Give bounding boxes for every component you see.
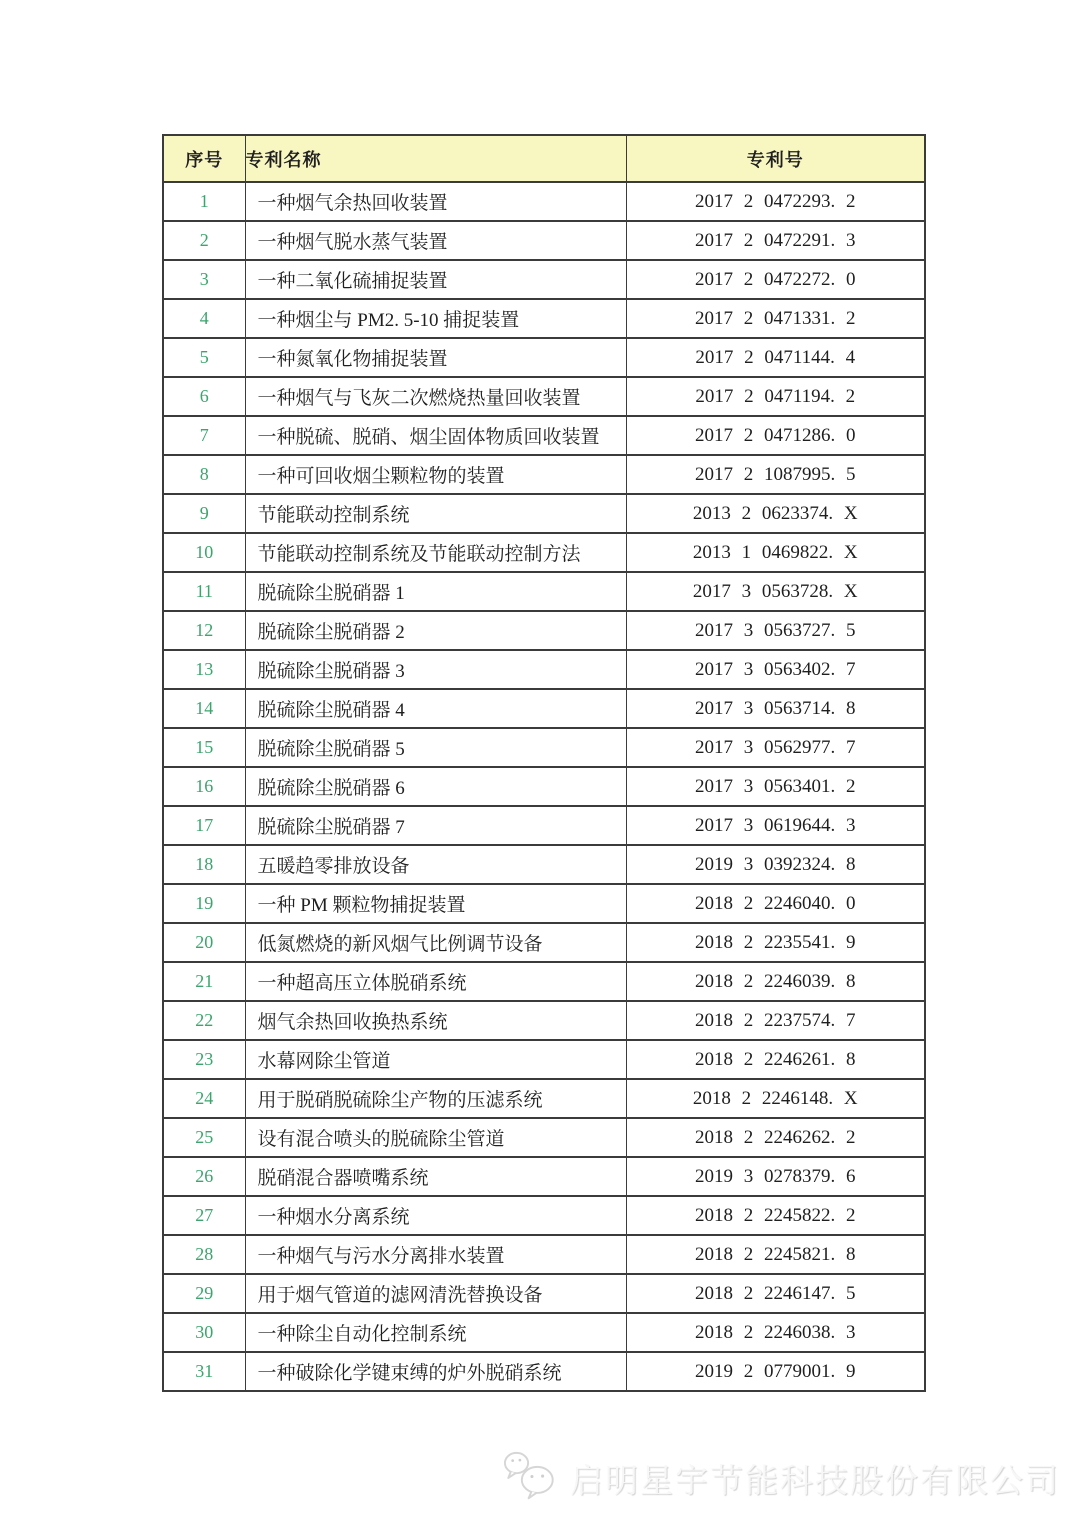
table-row: [163, 182, 925, 221]
table-row: [163, 1040, 925, 1079]
table-row: [163, 1235, 925, 1274]
row-serial-number: 1: [163, 182, 245, 221]
row-patent-name: 一种氮氧化物捕捉装置: [245, 338, 626, 377]
header-row: [163, 135, 925, 182]
row-patent-name: 节能联动控制系统: [245, 494, 626, 533]
table-row: [163, 1001, 925, 1040]
row-patent-name: 五暖趋零排放设备: [245, 845, 626, 884]
row-patent-number: 2018 2 2237574. 7: [626, 1001, 925, 1040]
row-serial-number: 4: [163, 299, 245, 338]
row-patent-name: 一种烟尘与 PM2. 5-10 捕捉装置: [245, 299, 626, 338]
table-row: [163, 1274, 925, 1313]
row-patent-name: 一种烟水分离系统: [245, 1196, 626, 1235]
row-serial-number: 17: [163, 806, 245, 845]
table-row: [163, 611, 925, 650]
row-serial-number: 27: [163, 1196, 245, 1235]
row-patent-name: 脱硫除尘脱硝器 7: [245, 806, 626, 845]
table-row: [163, 650, 925, 689]
table-row: [163, 884, 925, 923]
table-row: [163, 221, 925, 260]
patent-table: [162, 134, 926, 1392]
row-patent-number: 2019 2 0779001. 9: [626, 1352, 925, 1391]
row-serial-number: 24: [163, 1079, 245, 1118]
row-patent-name: 一种烟气与污水分离排水装置: [245, 1235, 626, 1274]
row-patent-number: 2017 3 0563401. 2: [626, 767, 925, 806]
row-patent-number: 2017 3 0562977. 7: [626, 728, 925, 767]
row-patent-name: 脱硝混合器喷嘴系统: [245, 1157, 626, 1196]
row-serial-number: 19: [163, 884, 245, 923]
row-patent-number: 2017 2 0472293. 2: [626, 182, 925, 221]
row-serial-number: 15: [163, 728, 245, 767]
row-patent-number: 2018 2 2246262. 2: [626, 1118, 925, 1157]
row-serial-number: 26: [163, 1157, 245, 1196]
table-row: [163, 299, 925, 338]
row-serial-number: 30: [163, 1313, 245, 1352]
row-patent-number: 2017 2 0471331. 2: [626, 299, 925, 338]
row-serial-number: 14: [163, 689, 245, 728]
row-patent-name: 脱硫除尘脱硝器 2: [245, 611, 626, 650]
row-patent-number: 2018 2 2246039. 8: [626, 962, 925, 1001]
row-serial-number: 21: [163, 962, 245, 1001]
row-serial-number: 10: [163, 533, 245, 572]
row-patent-name: 脱硫除尘脱硝器 6: [245, 767, 626, 806]
wechat-logo-icon: [502, 1450, 560, 1506]
row-patent-number: 2013 1 0469822. X: [626, 533, 925, 572]
row-patent-name: 脱硫除尘脱硝器 3: [245, 650, 626, 689]
row-patent-name: 一种超高压立体脱硝系统: [245, 962, 626, 1001]
row-patent-number: 2018 2 2245821. 8: [626, 1235, 925, 1274]
row-serial-number: 28: [163, 1235, 245, 1274]
row-patent-number: 2017 3 0563402. 7: [626, 650, 925, 689]
row-patent-name: 脱硫除尘脱硝器 1: [245, 572, 626, 611]
row-serial-number: 16: [163, 767, 245, 806]
row-patent-name: 用于烟气管道的滤网清洗替换设备: [245, 1274, 626, 1313]
row-patent-name: 一种烟气余热回收装置: [245, 182, 626, 221]
row-patent-name: 一种可回收烟尘颗粒物的装置: [245, 455, 626, 494]
row-patent-number: 2017 3 0563728. X: [626, 572, 925, 611]
table-row: [163, 1157, 925, 1196]
row-patent-number: 2018 2 2246040. 0: [626, 884, 925, 923]
table-row: [163, 1118, 925, 1157]
table-row: [163, 1352, 925, 1391]
table-row: [163, 962, 925, 1001]
row-patent-number: 2017 2 1087995. 5: [626, 455, 925, 494]
header-patent-name: 专利名称: [245, 135, 626, 182]
row-patent-name: 用于脱硝脱硫除尘产物的压滤系统: [245, 1079, 626, 1118]
row-patent-name: 一种二氧化硫捕捉装置: [245, 260, 626, 299]
table-row: [163, 845, 925, 884]
row-patent-name: 一种破除化学键束缚的炉外脱硝系统: [245, 1352, 626, 1391]
row-patent-name: 节能联动控制系统及节能联动控制方法: [245, 533, 626, 572]
row-serial-number: 25: [163, 1118, 245, 1157]
row-serial-number: 13: [163, 650, 245, 689]
row-patent-number: 2017 2 0471144. 4: [626, 338, 925, 377]
table-row: [163, 260, 925, 299]
row-patent-name: 一种烟气与飞灰二次燃烧热量回收装置: [245, 377, 626, 416]
row-patent-name: 一种烟气脱水蒸气装置: [245, 221, 626, 260]
row-serial-number: 20: [163, 923, 245, 962]
table-row: [163, 1196, 925, 1235]
row-serial-number: 8: [163, 455, 245, 494]
watermark-company-name: 启明星宇节能科技股份有限公司: [570, 1463, 1060, 1500]
table-row: [163, 338, 925, 377]
row-patent-number: 2019 3 0278379. 6: [626, 1157, 925, 1196]
row-patent-name: 一种除尘自动化控制系统: [245, 1313, 626, 1352]
table-row: [163, 572, 925, 611]
row-serial-number: 22: [163, 1001, 245, 1040]
row-serial-number: 9: [163, 494, 245, 533]
row-patent-name: 低氮燃烧的新风烟气比例调节设备: [245, 923, 626, 962]
table-row: [163, 806, 925, 845]
table-row: [163, 1079, 925, 1118]
row-patent-name: 烟气余热回收换热系统: [245, 1001, 626, 1040]
table-row: [163, 689, 925, 728]
row-serial-number: 29: [163, 1274, 245, 1313]
row-serial-number: 6: [163, 377, 245, 416]
row-patent-number: 2018 2 2246038. 3: [626, 1313, 925, 1352]
row-serial-number: 12: [163, 611, 245, 650]
row-patent-number: 2017 2 0472272. 0: [626, 260, 925, 299]
row-patent-name: 设有混合喷头的脱硫除尘管道: [245, 1118, 626, 1157]
watermark: [502, 1446, 1060, 1510]
row-patent-name: 一种脱硫、脱硝、烟尘固体物质回收装置: [245, 416, 626, 455]
table-row: [163, 416, 925, 455]
row-serial-number: 31: [163, 1352, 245, 1391]
table-row: [163, 728, 925, 767]
row-patent-number: 2017 2 0471194. 2: [626, 377, 925, 416]
row-patent-name: 水幕网除尘管道: [245, 1040, 626, 1079]
table-row: [163, 377, 925, 416]
patent-table-header: [163, 135, 925, 182]
table-row: [163, 455, 925, 494]
row-serial-number: 18: [163, 845, 245, 884]
table-row: [163, 767, 925, 806]
row-patent-name: 一种 PM 颗粒物捕捉装置: [245, 884, 626, 923]
patent-table-body: [163, 182, 925, 1391]
row-serial-number: 23: [163, 1040, 245, 1079]
row-patent-name: 脱硫除尘脱硝器 5: [245, 728, 626, 767]
row-serial-number: 7: [163, 416, 245, 455]
row-patent-number: 2018 2 2246261. 8: [626, 1040, 925, 1079]
row-serial-number: 5: [163, 338, 245, 377]
row-patent-number: 2018 2 2246147. 5: [626, 1274, 925, 1313]
row-patent-number: 2013 2 0623374. X: [626, 494, 925, 533]
row-patent-number: 2017 2 0472291. 3: [626, 221, 925, 260]
table-row: [163, 1313, 925, 1352]
row-patent-number: 2019 3 0392324. 8: [626, 845, 925, 884]
header-patent-number: 专利号: [626, 135, 925, 182]
header-serial-number: 序号: [163, 135, 245, 182]
table-row: [163, 923, 925, 962]
table-row: [163, 533, 925, 572]
row-patent-number: 2018 2 2235541. 9: [626, 923, 925, 962]
row-serial-number: 11: [163, 572, 245, 611]
row-patent-number: 2017 3 0619644. 3: [626, 806, 925, 845]
row-patent-name: 脱硫除尘脱硝器 4: [245, 689, 626, 728]
row-patent-number: 2017 3 0563714. 8: [626, 689, 925, 728]
row-serial-number: 3: [163, 260, 245, 299]
table-row: [163, 494, 925, 533]
row-patent-number: 2017 3 0563727. 5: [626, 611, 925, 650]
row-patent-number: 2017 2 0471286. 0: [626, 416, 925, 455]
row-patent-number: 2018 2 2245822. 2: [626, 1196, 925, 1235]
row-patent-number: 2018 2 2246148. X: [626, 1079, 925, 1118]
row-serial-number: 2: [163, 221, 245, 260]
